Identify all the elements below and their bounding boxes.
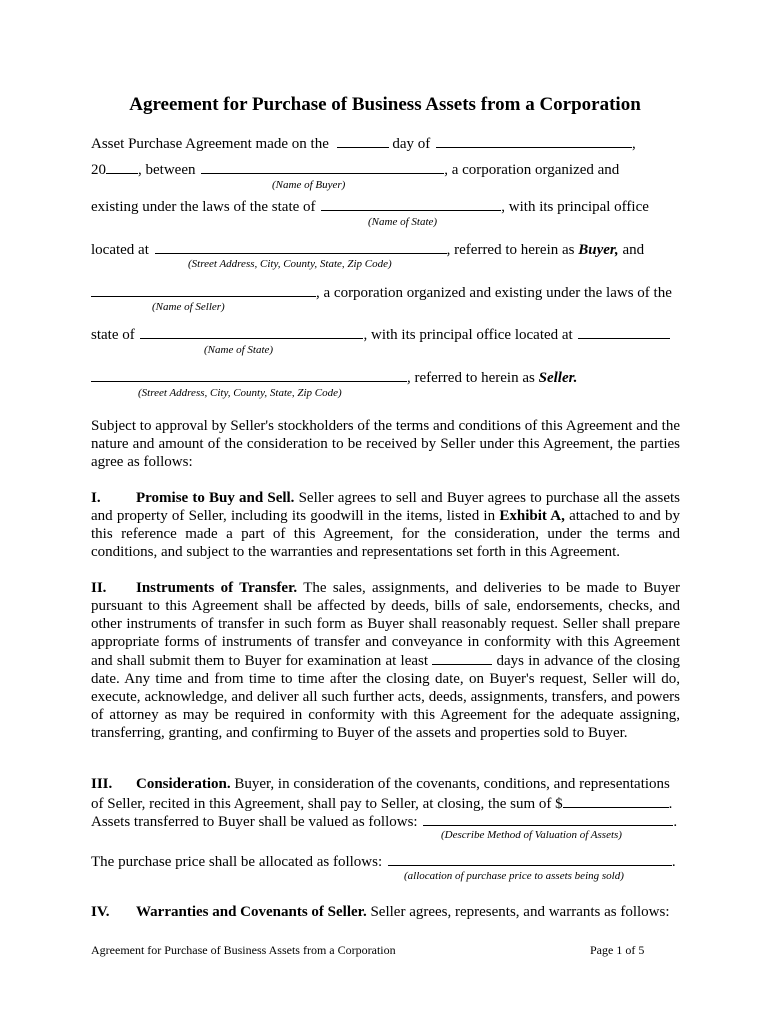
month-blank[interactable] <box>436 134 632 148</box>
intro-text: existing under the laws of the state of <box>91 199 316 215</box>
section-2-number: II. <box>91 580 107 596</box>
section-4-line-1 <box>91 904 670 921</box>
caption-allocation: (allocation of purchase price to assets being sold) <box>404 870 624 882</box>
intro-text: Asset Purchase Agreement made on the <box>91 136 329 152</box>
section-1-number: I. <box>91 490 101 506</box>
purchase-sum-blank[interactable] <box>563 794 669 808</box>
intro-text: , referred to herein as <box>446 242 575 258</box>
section-2-text: The sales, assignments, and deliveries to be made to Buyer pursuant to this Agreement shall be affected by deeds, bills of sale, endorsements, checks, and other instruments of transfer in such form as Buyer shall reasonably request. Seller shall prepare appropriate forms of instruments of transfer and conveyance in conformity with this Agreement and shall submit them to Buyer for examination at least <box>91 580 680 669</box>
buyer-address-blank[interactable] <box>155 240 447 254</box>
buyer-name-blank[interactable] <box>201 160 444 174</box>
intro-text: , with its principal office <box>501 199 649 215</box>
document-title: Agreement for Purchase of Business Assets from a Corporation <box>129 94 641 115</box>
section-3-text: The purchase price shall be allocated as follows: <box>91 854 383 870</box>
preamble-paragraph: Subject to approval by Seller's stockholders of the terms and conditions of this Agreement and the nature and amount of the consideration to be received by Seller under this Agreement, the parties agree as follows: <box>91 418 680 470</box>
section-2-heading: Instruments of Transfer. <box>136 580 298 596</box>
intro-text: , with its principal office located at <box>363 327 573 343</box>
caption-seller: (Name of Seller) <box>152 301 225 313</box>
seller-name-blank[interactable] <box>91 283 316 297</box>
intro-text: and <box>622 242 645 258</box>
intro-text: located at <box>91 242 149 258</box>
section-3-number: III. <box>91 776 113 792</box>
intro-line-3 <box>91 197 649 216</box>
section-1-heading: Promise to Buy and Sell. <box>136 490 295 506</box>
intro-line-2 <box>91 160 619 179</box>
seller-state-blank[interactable] <box>140 325 363 339</box>
section-3-line-4 <box>91 852 676 871</box>
section-3-text: . <box>671 854 676 870</box>
intro-text: , <box>632 136 636 152</box>
exhibit-a-reference: Exhibit A, <box>499 508 565 524</box>
intro-line-6 <box>91 325 670 344</box>
caption-state-2: (Name of State) <box>204 344 274 356</box>
section-4-number: IV. <box>91 904 110 920</box>
section-2-paragraph <box>91 579 680 742</box>
buyer-defined-term: Buyer, <box>578 242 619 258</box>
section-3-text: Buyer, in consideration of the covenants, conditions, and representations <box>234 776 670 792</box>
days-in-advance-blank[interactable] <box>432 651 492 665</box>
seller-defined-term: Seller. <box>538 370 578 386</box>
intro-text: day of <box>392 136 431 152</box>
section-3-text: . <box>673 814 678 830</box>
page-number: Page 1 of 5 <box>590 943 645 957</box>
caption-state-1: (Name of State) <box>368 216 438 228</box>
section-3-heading: Consideration. <box>136 776 231 792</box>
caption-address-2: (Street Address, City, County, State, Zip Code) <box>138 387 342 399</box>
intro-line-1 <box>91 134 636 153</box>
footer-title: Agreement for Purchase of Business Assets from a Corporation <box>91 943 396 957</box>
seller-address-blank[interactable] <box>91 368 407 382</box>
section-3-text: . <box>668 796 673 812</box>
section-4-text: Seller agrees, represents, and warrants as follows: <box>370 904 670 920</box>
intro-text: state of <box>91 327 135 343</box>
section-4-heading: Warranties and Covenants of Seller. <box>136 904 367 920</box>
section-2-text: days in advance of the closing date. Any time and from time to time after the closing date, on Buyer's request, Seller will do, execute, acknowledge, and deliver all such further acts, deeds, assignments, transfers, and powers of attorney as may be required in conformity with this Agreement for the adequate assigning, transferring, granting, and confirming to Buyer of the assets and properties sold to Buyer. <box>91 653 681 741</box>
intro-line-4 <box>91 240 644 259</box>
section-3-line-2 <box>91 794 672 813</box>
caption-address-1: (Street Address, City, County, State, Zip Code) <box>188 258 392 270</box>
section-3-text: of Seller, recited in this Agreement, shall pay to Seller, at closing, the sum of $ <box>91 796 563 812</box>
caption-valuation: (Describe Method of Valuation of Assets) <box>441 829 622 841</box>
day-blank[interactable] <box>337 134 389 148</box>
section-1-text: Seller agrees to sell and Buyer agrees to purchase all the assets and property of Seller, including its goodwill in the items, listed in <box>91 490 680 524</box>
year-blank[interactable] <box>106 160 138 174</box>
intro-text: , between <box>138 162 196 178</box>
valuation-method-blank[interactable] <box>423 812 673 826</box>
intro-text: , a corporation organized and <box>444 162 620 178</box>
price-allocation-blank[interactable] <box>388 852 672 866</box>
intro-text: , a corporation organized and existing under the laws of the <box>316 285 672 301</box>
intro-text: , referred to herein as <box>407 370 535 386</box>
intro-line-5 <box>91 283 672 302</box>
seller-office-blank[interactable] <box>578 325 670 339</box>
section-3-text: Assets transferred to Buyer shall be valued as follows: <box>91 814 418 830</box>
buyer-state-blank[interactable] <box>321 197 501 211</box>
section-1-paragraph <box>91 489 680 561</box>
intro-line-7 <box>91 368 577 387</box>
section-1-text: attached to and by this reference made a part of this Agreement, for the consideration, under the terms and conditions, and subject to the warranties and representations set forth in this Agreement. <box>91 508 681 560</box>
intro-text: 20 <box>91 162 106 178</box>
caption-buyer: (Name of Buyer) <box>272 179 346 191</box>
section-3-line-1 <box>91 776 670 793</box>
